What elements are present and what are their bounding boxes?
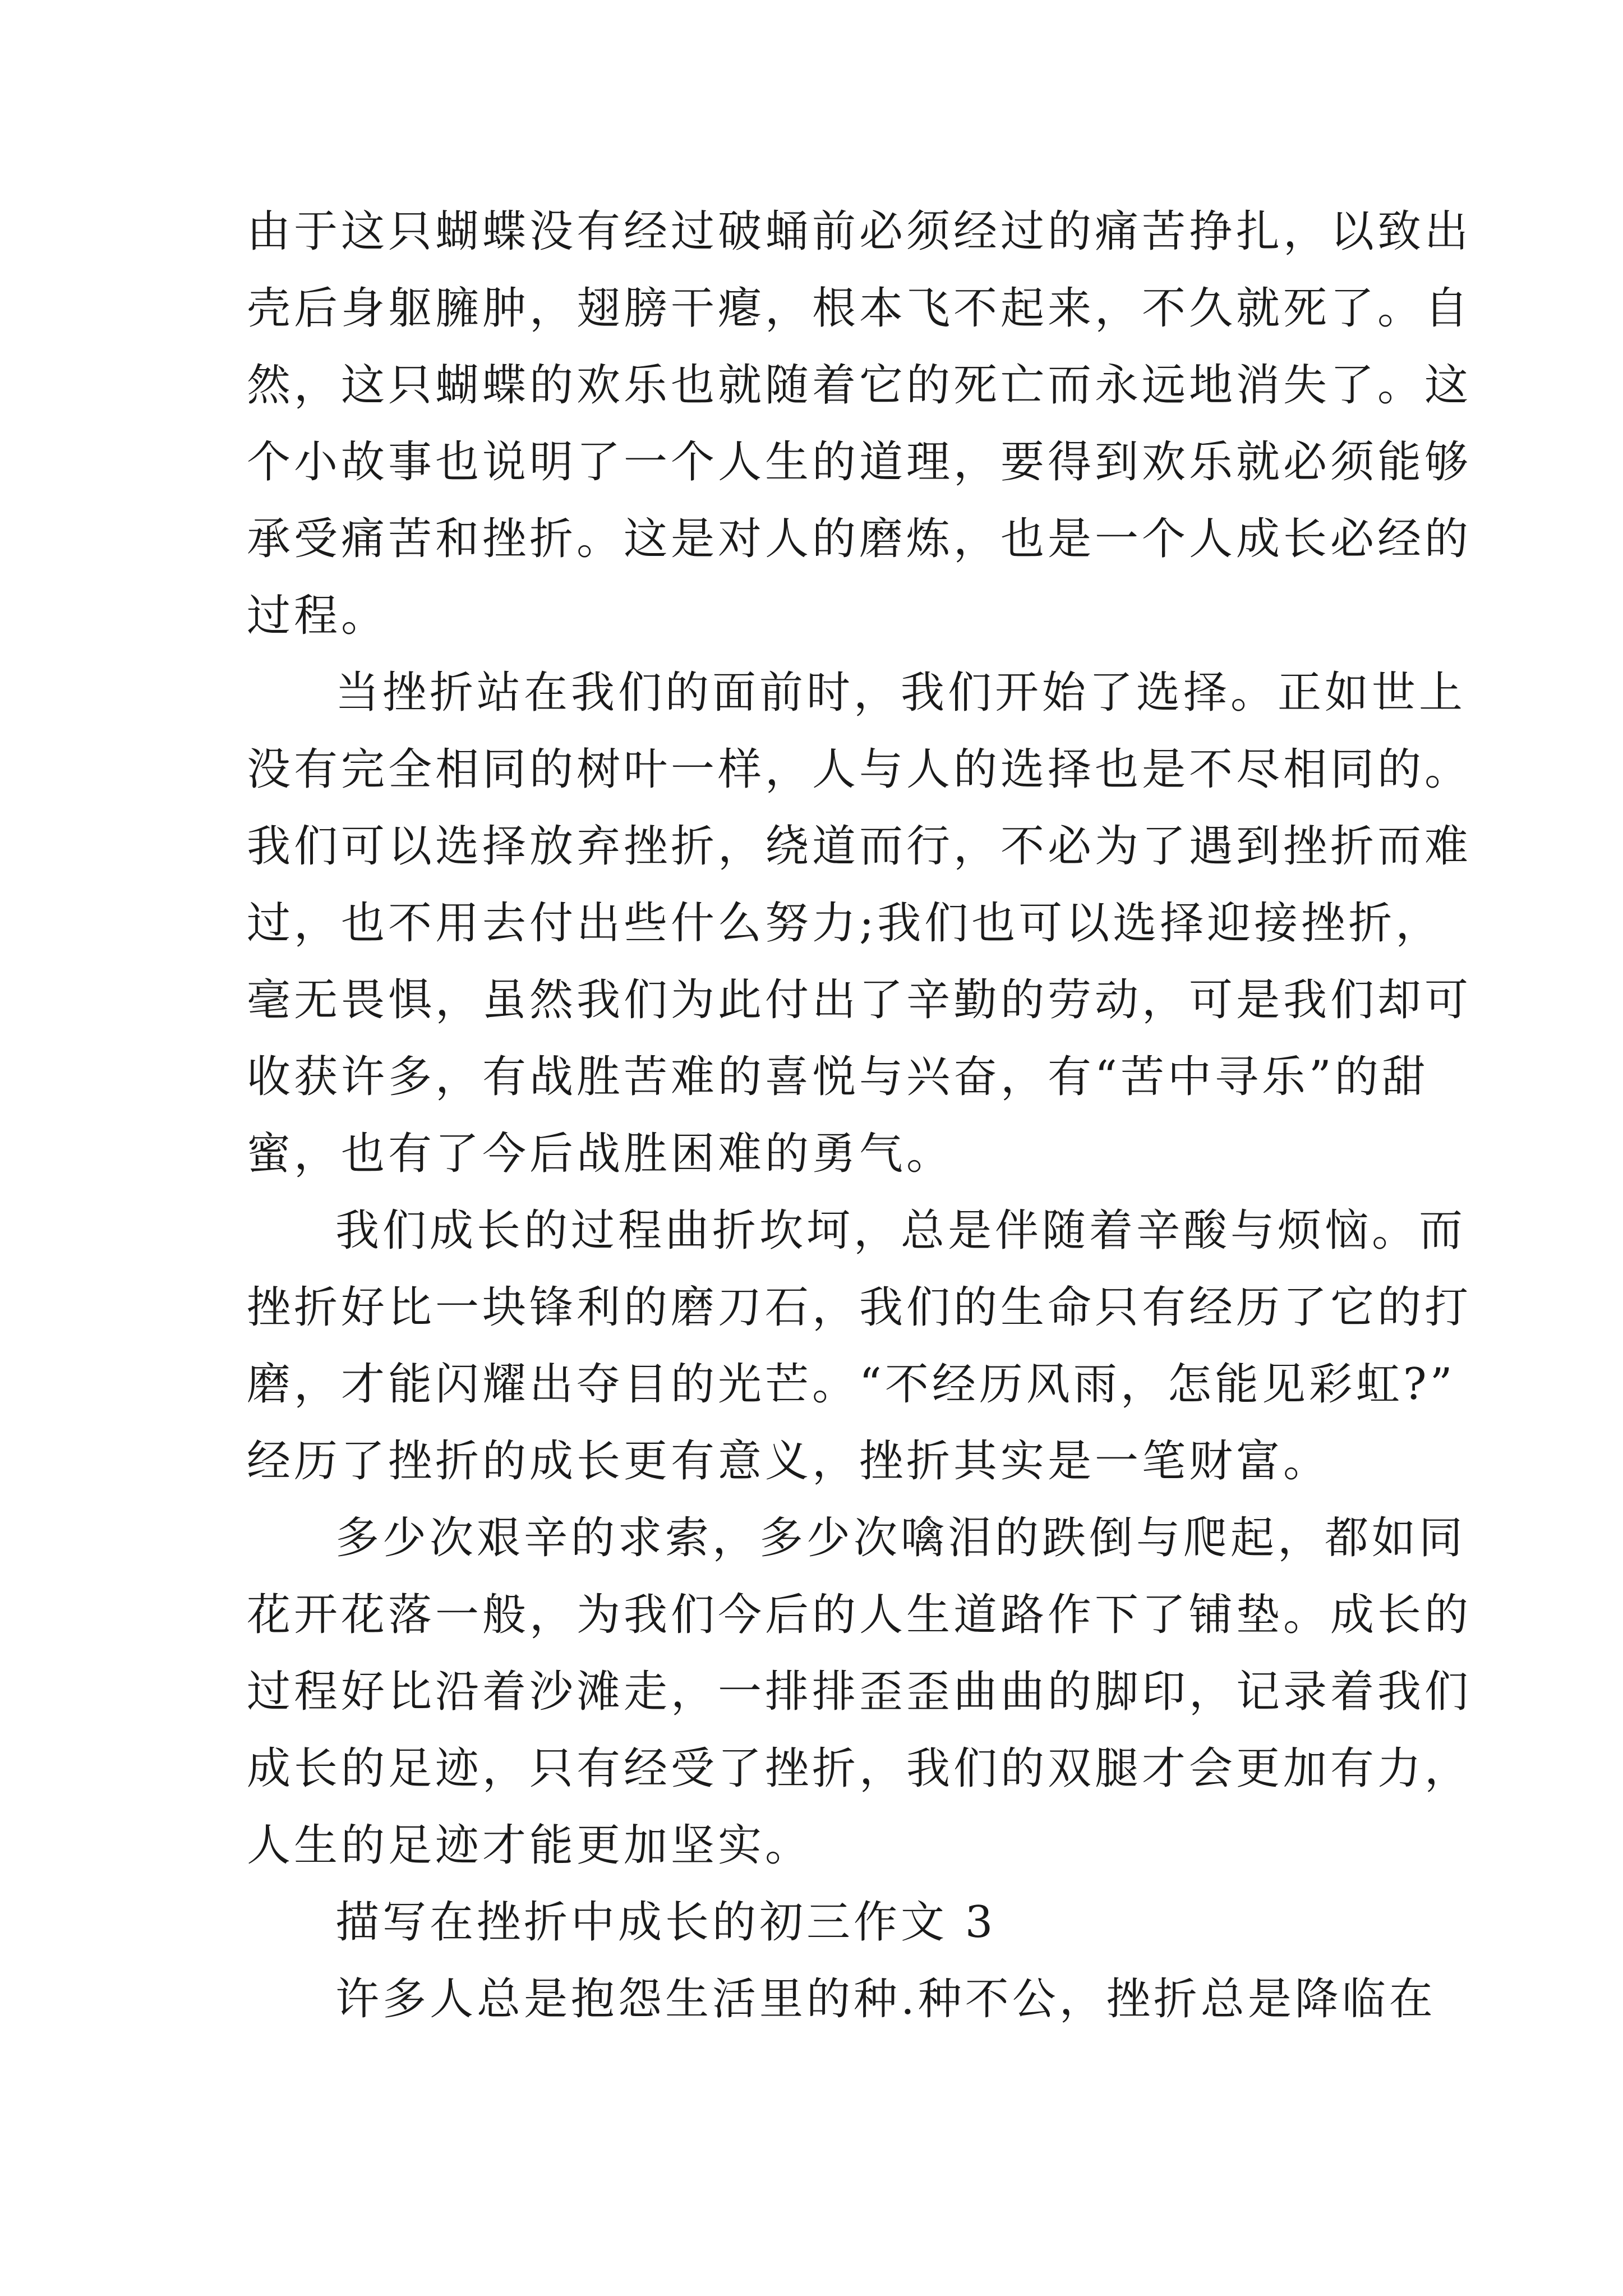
text-line: 壳后身躯臃肿，翅膀干瘪，根本飞不起来，不久就死了。自 [247,283,1472,334]
text-line: 花开花落一般，为我们今后的人生道路作下了铺垫。成长的 [247,1590,1472,1640]
text-line: 毫无畏惧，虽然我们为此付出了辛勤的劳动，可是我们却可 [247,975,1472,1025]
essay-body [247,194,1472,2038]
text-line: 过程。 [247,591,389,641]
section-heading: 描写在挫折中成长的初三作文 3 [335,1897,997,1948]
text-line: 挫折好比一块锋利的磨刀石，我们的生命只有经历了它的打 [247,1282,1472,1333]
text-line: 过，也不用去付出些什么努力;我们也可以选择迎接挫折， [247,898,1443,949]
paragraph-first-line: 我们成长的过程曲折坎坷，总是伴随着辛酸与烦恼。而 [335,1205,1467,1256]
paragraph-first-line: 多少次艰辛的求索，多少次噙泪的跌倒与爬起，都如同 [335,1513,1467,1563]
text-line: 人生的足迹才能更加坚实。 [247,1820,813,1871]
text-line: 成长的足迹，只有经受了挫折，我们的双腿才会更加有力， [247,1743,1472,1794]
text-line: 我们可以选择放弃挫折，绕道而行，不必为了遇到挫折而难 [247,821,1472,872]
text-line: 收获许多，有战胜苦难的喜悦与兴奋，有“苦中寻乐”的甜 [247,1052,1429,1102]
paragraph-first-line: 许多人总是抱怨生活里的种.种不公，挫折总是降临在 [335,1974,1436,2024]
text-line: 过程好比沿着沙滩走，一排排歪歪曲曲的脚印，记录着我们 [247,1667,1472,1717]
text-line: 磨，才能闪耀出夺目的光芒。“不经历风雨，怎能见彩虹?” [247,1359,1456,1410]
text-line: 由于这只蝴蝶没有经过破蛹前必须经过的痛苦挣扎，以致出 [247,206,1472,257]
text-line: 蜜，也有了今后战胜困难的勇气。 [247,1129,954,1179]
text-line: 承受痛苦和挫折。这是对人的磨炼，也是一个人成长必经的 [247,514,1472,564]
paragraph-first-line: 当挫折站在我们的面前时，我们开始了选择。正如世上 [335,668,1467,718]
text-line: 经历了挫折的成长更有意义，挫折其实是一笔财富。 [247,1436,1331,1487]
text-line: 个小故事也说明了一个人生的道理，要得到欢乐就必须能够 [247,437,1472,487]
text-line: 没有完全相同的树叶一样，人与人的选择也是不尽相同的。 [247,744,1472,795]
text-line: 然，这只蝴蝶的欢乐也就随着它的死亡而永远地消失了。这 [247,360,1472,411]
